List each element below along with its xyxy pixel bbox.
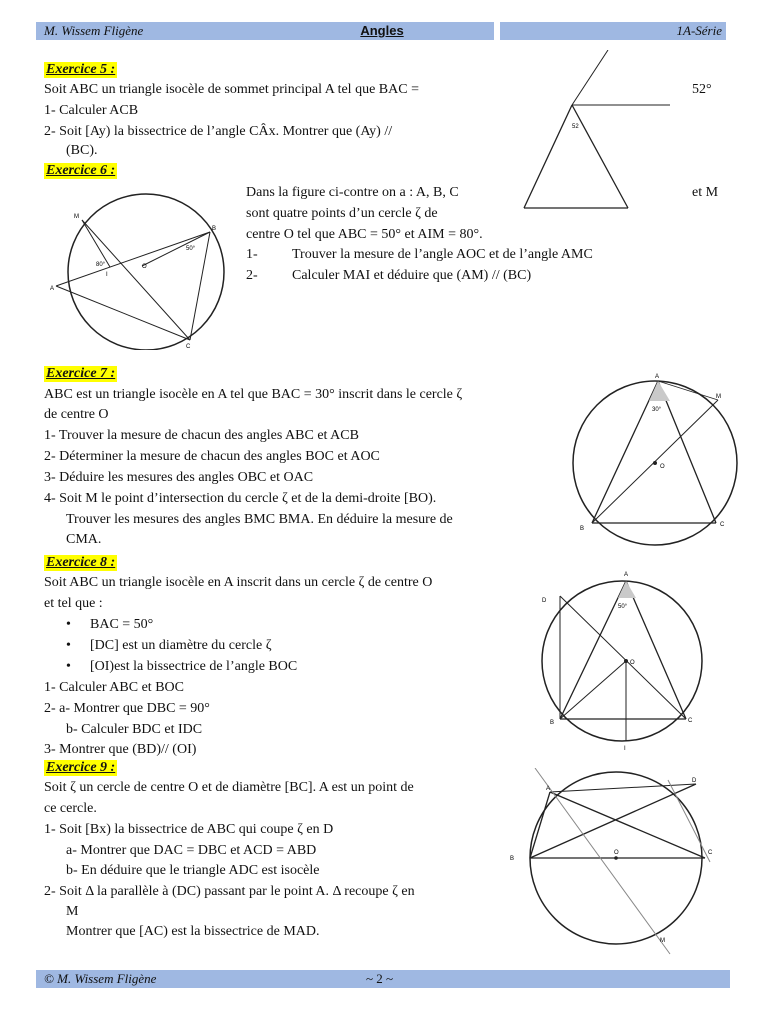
ex9-q1b: b- En déduire que le triangle ADC est isocèle xyxy=(66,863,320,878)
ex6-q2-num: 2- xyxy=(246,268,258,283)
ex9-fig-a: A xyxy=(546,786,551,792)
ex6-fig-o: O xyxy=(142,264,147,270)
ex7-fig-a: A xyxy=(655,374,660,380)
header-author: M. Wissem Fligène xyxy=(36,22,274,40)
ex6-figure xyxy=(50,190,230,350)
ex5-figure xyxy=(510,50,680,220)
ex7-figure xyxy=(560,368,750,548)
ex6-fig-ang1: 80° xyxy=(96,262,106,268)
ex7-q4b: Trouver les mesures des angles BMC BMA. En déduire la mesure de xyxy=(66,512,453,527)
ex6-fig-m: M xyxy=(74,214,79,220)
ex9-title: Exercice 9 : xyxy=(46,760,116,775)
ex7-fig-m: M xyxy=(716,394,721,400)
ex7-q3: 3- Déduire les mesures des angles OBC et OAC xyxy=(44,470,314,485)
footer-copyright: © M. Wissem Fligène xyxy=(44,971,157,986)
ex9-fig-o: O xyxy=(614,850,619,856)
ex8-bullet3: [OI)est la bissectrice de l’angle BOC xyxy=(90,659,298,674)
ex5-q2a: 2- Soit [Ay) la bissectrice de l’angle CÂx. Montrer que (Ay) // xyxy=(44,124,393,139)
ex8-fig-c: C xyxy=(688,718,693,724)
ex7-fig-c: C xyxy=(720,522,725,528)
ex5-fig-angle: 52 xyxy=(572,124,579,130)
ex7-q2: 2- Déterminer la mesure de chacun des angles BOC et AOC xyxy=(44,449,380,464)
ex6-q1-num: 1- xyxy=(246,247,258,262)
ex8-fig-d: D xyxy=(542,598,547,604)
ex9-figure xyxy=(510,768,730,958)
ex5-title: Exercice 5 : xyxy=(46,62,116,77)
ex7-q4a: 4- Soit M le point d’intersection du cercle ζ et de la demi-droite [BO). xyxy=(44,491,437,506)
ex5-q2b: (BC). xyxy=(66,143,98,158)
ex6-q2: Calculer MAI et déduire que (AM) // (BC) xyxy=(292,268,532,283)
ex8-q2b: b- Calculer BDC et IDC xyxy=(66,722,203,737)
ex9-fig-d: D xyxy=(692,778,697,784)
ex6-fig-i: I xyxy=(106,272,108,278)
ex8-figure xyxy=(530,566,710,756)
ex5-q1: 1- Calculer ACB xyxy=(44,103,139,118)
ex7-fig-ang: 30° xyxy=(652,407,662,413)
ex7-q4c: CMA. xyxy=(66,532,102,547)
ex8-q3: 3- Montrer que (BD)// (OI) xyxy=(44,742,197,757)
ex5-line1: Soit ABC un triangle isocèle de sommet principal A tel que BAC = xyxy=(44,82,419,97)
ex7-l1: ABC est un triangle isocèle en A tel que BAC = 30° inscrit dans le cercle ζ xyxy=(44,387,463,402)
ex7-l2: de centre O xyxy=(44,407,109,422)
ex9-q1a: a- Montrer que DAC = DBC et ACD = ABD xyxy=(66,843,317,858)
ex6-fig-ang2: 50° xyxy=(186,246,196,252)
ex8-bullet2: [DC] est un diamètre du cercle ζ xyxy=(90,638,272,653)
ex8-q1: 1- Calculer ABC et BOC xyxy=(44,680,184,695)
ex8-bullet1-dot: • xyxy=(66,617,71,632)
footer-page-number: ~ 2 ~ xyxy=(366,971,394,986)
ex7-q1: 1- Trouver la mesure de chacun des angles ABC et ACB xyxy=(44,428,359,443)
ex8-fig-i: I xyxy=(624,746,626,752)
ex6-title: Exercice 6 : xyxy=(46,163,116,178)
ex9-l2: ce cercle. xyxy=(44,801,97,816)
ex9-q1: 1- Soit [Bx) la bissectrice de ABC qui coupe ζ en D xyxy=(44,822,334,837)
ex8-l1: Soit ABC un triangle isocèle en A inscrit dans un cercle ζ de centre O xyxy=(44,575,433,590)
ex9-q2b: M xyxy=(66,904,79,919)
ex7-title: Exercice 7 : xyxy=(46,366,116,381)
ex6-fig-b: B xyxy=(212,226,217,232)
ex8-fig-ang: 50° xyxy=(618,604,628,610)
footer xyxy=(36,970,730,988)
ex8-q2a: 2- a- Montrer que DBC = 90° xyxy=(44,701,210,716)
ex8-bullet2-dot: • xyxy=(66,638,71,653)
header-title: Angles xyxy=(270,22,494,40)
ex5-value: 52° xyxy=(692,82,712,97)
ex8-bullet3-dot: • xyxy=(66,659,71,674)
ex6-l1b: et M xyxy=(692,185,719,200)
ex6-l1: Dans la figure ci-contre on a : A, B, C xyxy=(246,185,459,200)
ex7-fig-b: B xyxy=(580,526,585,532)
ex9-fig-c: C xyxy=(708,850,713,856)
ex9-l1: Soit ζ un cercle de centre O et de diamètre [BC]. A est un point de xyxy=(44,780,414,795)
ex8-title: Exercice 8 : xyxy=(46,555,116,570)
ex8-fig-a: A xyxy=(624,572,629,578)
header-level: 1A-Série xyxy=(500,22,726,40)
ex8-fig-b: B xyxy=(550,720,555,726)
ex8-fig-o: O xyxy=(630,660,635,666)
ex9-fig-m: M xyxy=(660,938,665,944)
ex6-fig-c: C xyxy=(186,344,191,350)
ex6-l3: centre O tel que ABC = 50° et AIM = 80°. xyxy=(246,227,483,242)
ex9-q2a: 2- Soit Δ la parallèle à (DC) passant par le point A. Δ recoupe ζ en xyxy=(44,884,415,899)
ex6-q1: Trouver la mesure de l’angle AOC et de l’angle AMC xyxy=(292,247,593,262)
ex8-l2: et tel que : xyxy=(44,596,103,611)
ex7-fig-o: O xyxy=(660,464,665,470)
ex9-q2c: Montrer que [AC) est la bissectrice de MAD. xyxy=(66,924,320,939)
ex6-fig-a: A xyxy=(50,286,55,292)
ex6-l2: sont quatre points d’un cercle ζ de xyxy=(246,206,438,221)
ex8-bullet1: BAC = 50° xyxy=(90,617,154,632)
ex9-fig-b: B xyxy=(510,856,515,862)
